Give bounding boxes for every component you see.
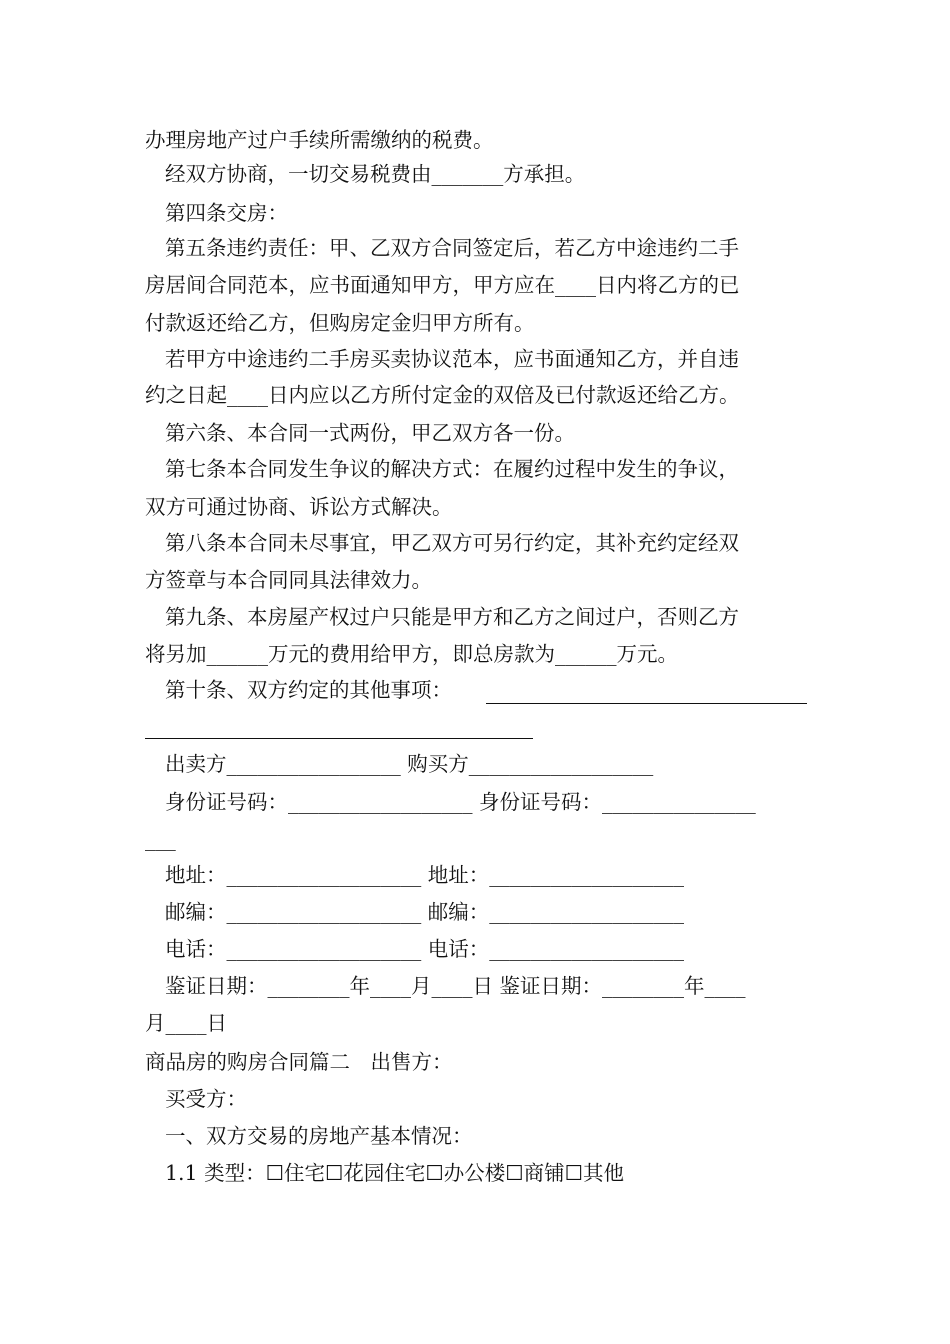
- text-line: 第八条本合同未尽事宜，甲乙双方可另行约定，其补充约定经双: [165, 531, 739, 555]
- text-line: 若甲方中途违约二手房买卖协议范本，应书面通知乙方，并自违: [165, 347, 739, 371]
- text-line: 身份证号码：__________________ 身份证号码：_______________: [165, 790, 756, 814]
- text-line: 邮编：___________________ 邮编：___________________: [165, 900, 685, 924]
- text-line: 第四条交房：: [165, 201, 288, 225]
- blank-fill-line: [145, 738, 533, 739]
- text-line: 电话：___________________ 电话：___________________: [165, 937, 685, 961]
- text-line: 经双方协商，一切交易税费由_______方承担。: [165, 162, 586, 186]
- text-line: 商品房的购房合同篇二 出售方：: [145, 1050, 453, 1074]
- text-line: 办理房地产过户手续所需缴纳的税费。: [145, 128, 494, 152]
- blank-fill-line: [486, 703, 807, 704]
- text-line: 第六条、本合同一式两份，甲乙双方各一份。: [165, 421, 575, 445]
- text-line: 约之日起____日内应以乙方所付定金的双倍及已付款返还给乙方。: [145, 383, 740, 407]
- text-line: 第七条本合同发生争议的解决方式：在履约过程中发生的争议，: [165, 457, 739, 481]
- text-line: 地址：___________________ 地址：___________________: [165, 863, 685, 887]
- text-line: 买受方：: [165, 1087, 247, 1111]
- text-line: 第十条、双方约定的其他事项：: [165, 678, 452, 702]
- text-line: 房居间合同范本，应书面通知甲方，甲方应在____日内将乙方的已: [145, 273, 740, 297]
- text-line: 出卖方_________________ 购买方__________________: [165, 752, 654, 776]
- text-line: 将另加______万元的费用给甲方，即总房款为______万元。: [145, 642, 678, 666]
- text-line: 双方可通过协商、诉讼方式解决。: [145, 495, 453, 519]
- text-line: 付款返还给乙方，但购房定金归甲方所有。: [145, 311, 535, 335]
- text-line: 1.1 类型：☐住宅☐花园住宅☐办公楼☐商铺☐其他: [165, 1161, 625, 1185]
- text-line: 一、双方交易的房地产基本情况：: [165, 1124, 473, 1148]
- text-line: 方签章与本合同同具法律效力。: [145, 568, 432, 592]
- text-line: 第九条、本房屋产权过户只能是甲方和乙方之间过户，否则乙方: [165, 605, 739, 629]
- text-line: ___: [145, 827, 176, 851]
- text-line: 鉴证日期：________年____月____日 鉴证日期：________年____: [165, 974, 746, 998]
- text-line: 月____日: [145, 1011, 227, 1035]
- text-line: 第五条违约责任：甲、乙双方合同签定后，若乙方中途违约二手: [165, 236, 739, 260]
